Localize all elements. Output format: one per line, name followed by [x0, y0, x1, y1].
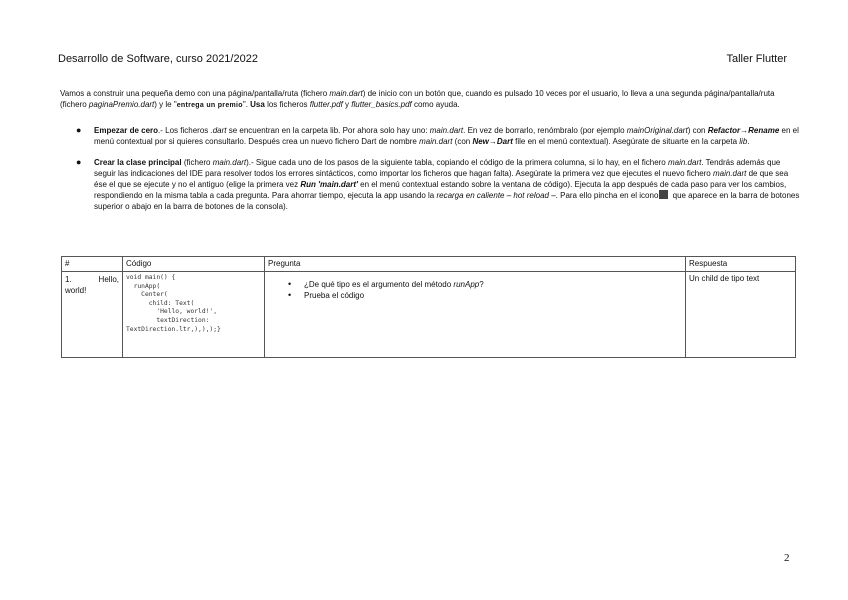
bullet-icon: ●	[76, 125, 82, 135]
step-number-cell: 1. Hello, world!	[62, 272, 123, 358]
question-cell	[265, 272, 686, 358]
document-course-title: Desarrollo de Software, curso 2021/2022	[58, 53, 258, 65]
question-item: • ¿De qué tipo es el argumento del método runApp?	[288, 279, 682, 290]
table-row	[62, 272, 796, 358]
bullet-title: Crear la clase principal	[94, 158, 182, 167]
col-header-answer: Respuesta	[686, 257, 796, 272]
answer-cell: Un child de tipo text	[686, 272, 796, 358]
code-cell	[123, 272, 265, 358]
instruction-list	[60, 125, 800, 222]
list-item-empezar: ● Empezar de cero.- Los ficheros .dart se encuentran en la carpeta lib. Por ahora solo hay uno: main.dart. En vez de borrarlo, renómbralo (por ejemplo mainOriginal.dart) con Refactor→Rename en el menú contextual por si quieres consultarlo. Después crea un nuevo fichero Dart de nombre main.dart (con New→Dart file en el menú contextual). Asegúrate de situarte en la carpeta lib.	[76, 125, 799, 146]
col-header-number: #	[62, 257, 123, 272]
page-number: 2	[784, 552, 790, 564]
col-header-question: Pregunta	[265, 257, 686, 272]
bullet-icon: ●	[76, 157, 82, 167]
intro-paragraph: Vamos a construir una pequeña demo con una página/pantalla/ruta (fichero main.dart) de inicio con un botón que, cuando es pulsado 10 veces por el usuario, lo lleva a una segunda página/pantalla/ruta (fichero paginaPremio.dart) y le "entrega un premio". Usa los ficheros flutter.pdf y flutter_basics.pdf como ayuda.	[60, 89, 775, 109]
list-item-crear-clase: ● Crear la clase principal (fichero main.dart).- Sigue cada uno de los pasos de la siguiente tabla, copiando el código de la primera columna, si lo hay, en el fichero main.dart. Tendrás además que seguir las indicaciones del IDE para resolver todos los errores sintácticos, como importar los ficheros que hagan falta). Asegúrate la primera vez que ejecutes el nuevo fichero main.dart de que sea ése el que se ejecute y no el antiguo (elige la primera vez Run 'main.dart' en el menú contextual estando sobre la ventana de código). Ejecuta la app después de cada paso para ver los cambios, respondiendo en la misma tabla a cada pregunta. Para ahorrar tiempo, ejecuta la app usando la recarga en caliente – hot reload –. Para ello pincha en el icono que aparece en la barra de botones superior o abajo en la barra de botones de la consola).	[76, 157, 800, 211]
col-header-code: Código	[123, 257, 265, 272]
workshop-title: Taller Flutter	[726, 53, 787, 65]
question-item: • Prueba el código	[288, 290, 682, 301]
code-snippet: void main() { runApp( Center( child: Text( 'Hello, world!', textDirection: TextDirection.ltr,),),);}	[126, 274, 221, 333]
bullet-title: Empezar de cero	[94, 126, 159, 135]
hot-reload-icon	[659, 190, 668, 199]
table-header-row	[62, 257, 796, 272]
steps-table	[61, 256, 796, 358]
